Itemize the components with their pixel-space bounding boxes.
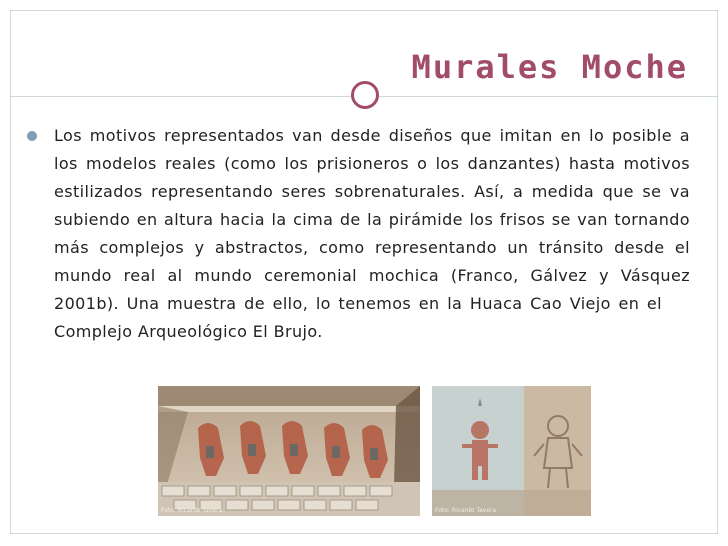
frieze-photo-left (158, 386, 420, 516)
bullet-dot-icon (27, 131, 37, 141)
deity-relief-illustration (432, 386, 591, 516)
dancers-frieze-illustration (158, 386, 420, 516)
bullet-paragraph (54, 122, 690, 346)
paragraph-text-part-1: Los motivos representados van desde diseños que imitan en lo posible a los modelos reales (como los prisioneros o los danzantes) hasta motivos estilizados representando seres sobrenaturales. Así, a medida que se va subiendo en altura hacia la cima de la pirámide los frisos se van tornando más complejos y abstractos, como representando un tránsito desde el mundo real al mundo ceremonial mochica (Franco, Gálvez y Vásquez 2001b). Una muestra de ello, lo tenemos en la Huaca Cao Viejo en el (54, 126, 690, 313)
frieze-photo-right (432, 386, 591, 516)
photo-credit: Foto: Ricardo Tavera (435, 507, 497, 514)
photo-credit: Foto: Ricardo Tavera (161, 507, 223, 514)
paragraph-text-part-2: Complejo Arqueológico El Brujo. (54, 322, 323, 341)
ring-ornament-icon (351, 81, 379, 109)
slide-title: Murales Moche (411, 48, 688, 86)
